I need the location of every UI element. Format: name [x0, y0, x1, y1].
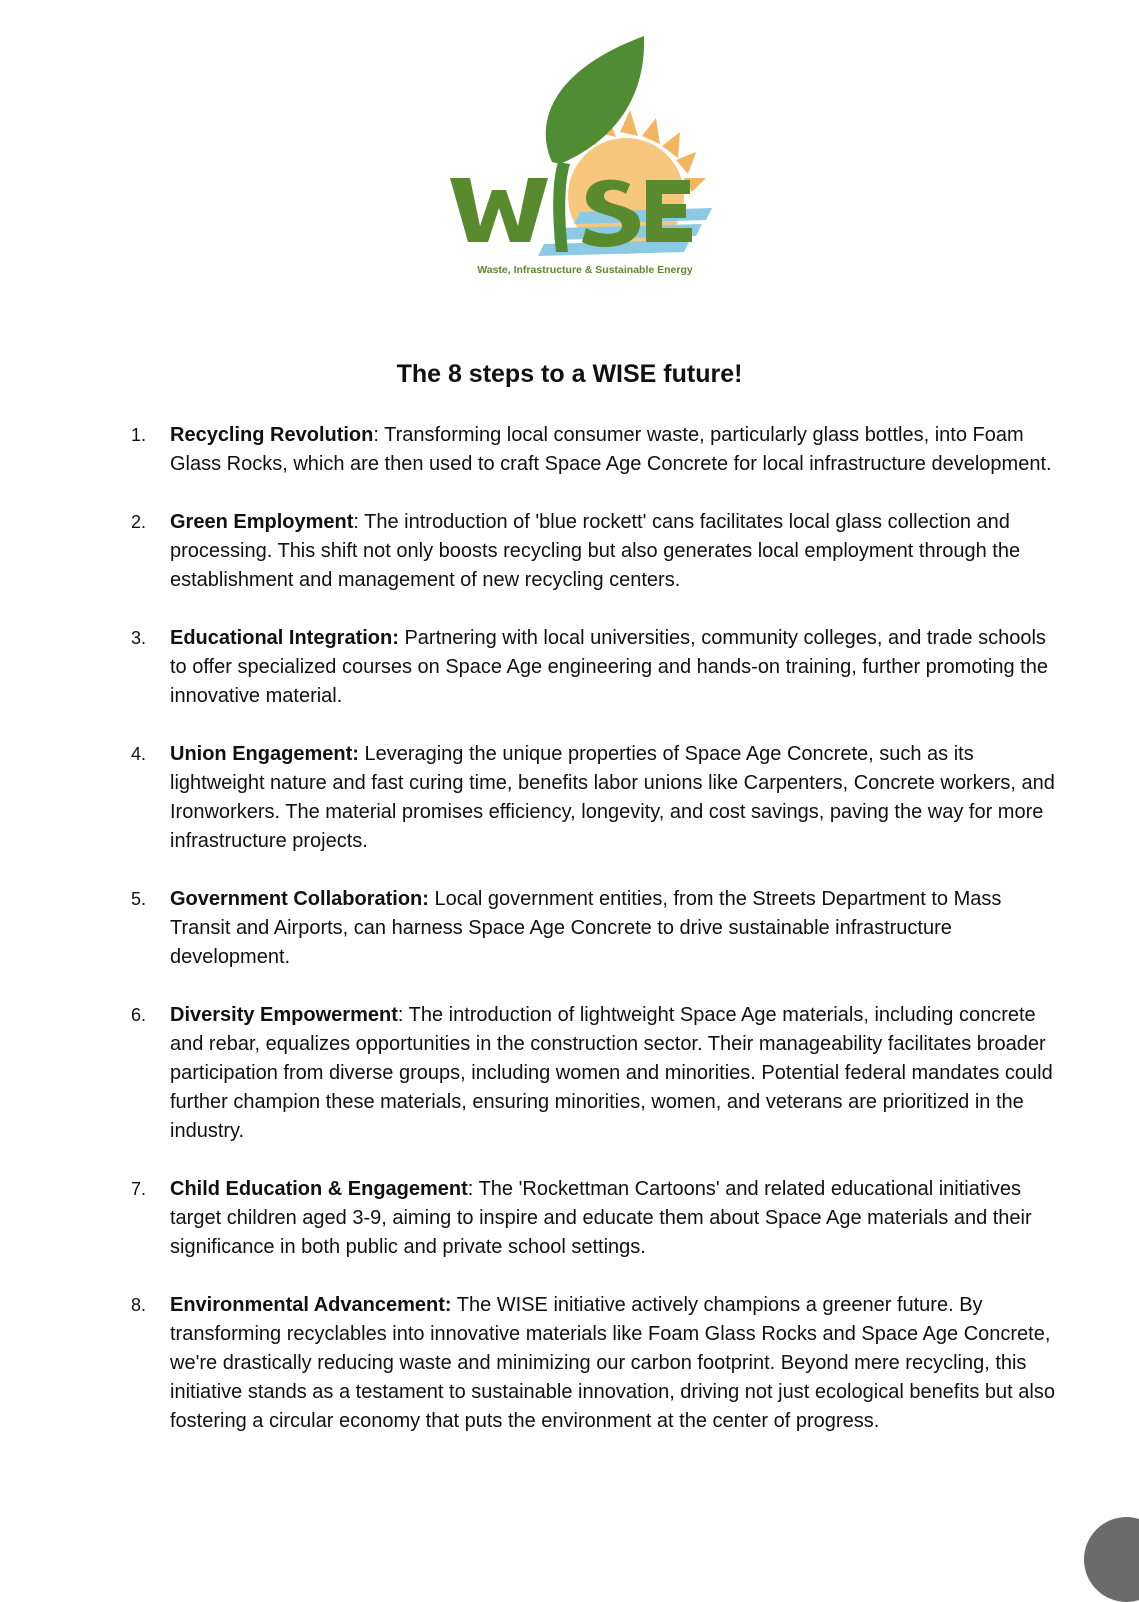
step-heading: Child Education & Engagement	[170, 1178, 468, 1200]
page-title: The 8 steps to a WISE future!	[396, 360, 743, 388]
steps-list	[0, 421, 1139, 1465]
list-item	[0, 1291, 1139, 1436]
list-item	[0, 740, 1139, 856]
step-number: 5.	[131, 889, 147, 909]
list-item	[0, 885, 1139, 972]
step-separator: :	[467, 1178, 479, 1200]
wise-logo	[440, 30, 730, 282]
list-item	[0, 624, 1139, 711]
step-number: 8.	[131, 1295, 147, 1315]
step-number: 7.	[131, 1179, 147, 1199]
step-heading: Union Engagement:	[170, 743, 359, 765]
step-heading: Environmental Advancement:	[170, 1294, 452, 1316]
step-separator: :	[353, 511, 365, 533]
step-body: Local government entities, from the Streets Department to Mass Transit and Airports, can harness Space Age Concrete to drive sustainable infrastructure development.	[170, 888, 1002, 968]
wordmark-w	[450, 178, 548, 242]
step-heading: Recycling Revolution	[170, 424, 374, 446]
logo-tagline: Waste, Infrastructure & Sustainable Energy	[477, 264, 693, 276]
step-heading: Diversity Empowerment	[170, 1004, 398, 1026]
step-number: 3.	[131, 628, 147, 648]
step-body: Leveraging the unique properties of Space Age Concrete, such as its lightweight nature and fast curing time, benefits labor unions like Carpenters, Concrete workers, and Ironworkers. The material promises efficiency, longevity, and cost savings, paving the way for more infrastructure projects.	[170, 743, 1055, 852]
step-heading: Government Collaboration:	[170, 888, 429, 910]
step-separator: :	[373, 424, 385, 446]
step-number: 2.	[131, 512, 147, 532]
wordmark-e	[646, 180, 692, 242]
corner-overlay	[1084, 1517, 1139, 1602]
list-item	[0, 1001, 1139, 1146]
step-number: 4.	[131, 744, 147, 764]
wise-logo-graphic	[440, 30, 730, 282]
list-item	[0, 1175, 1139, 1262]
step-number: 1.	[131, 425, 147, 445]
step-body: Transforming local consumer waste, particularly glass bottles, into Foam Glass Rocks, which are then used to craft Space Age Concrete for local infrastructure development.	[170, 424, 1052, 475]
step-body: The introduction of 'blue rockett' cans facilitates local glass collection and processing. This shift not only boosts recycling but also generates local employment through the establishment and management of new recycling centers.	[170, 511, 1021, 591]
step-body: The WISE initiative actively champions a greener future. By transforming recyclables into innovative materials like Foam Glass Rocks and Space Age Concrete, we're drastically reducing waste and minimizing our carbon footprint. Beyond mere recycling, this initiative stands as a testament to sustainable innovation, driving not just ecological benefits but also fostering a circular economy that puts the environment at the center of progress.	[170, 1294, 1055, 1432]
step-body: The introduction of lightweight Space Age materials, including concrete and rebar, equalizes opportunities in the construction sector. Their manageability facilitates broader participation from diverse groups, including women and minorities. Potential federal mandates could further champion these materials, ensuring minorities, women, and veterans are prioritized in the industry.	[170, 1004, 1053, 1142]
step-heading: Green Employment	[170, 511, 354, 533]
step-body: The 'Rockettman Cartoons' and related educational initiatives target children aged 3-9, aiming to inspire and educate them about Space Age materials and their significance in both public and private school settings.	[170, 1178, 1032, 1258]
list-item	[0, 508, 1139, 595]
list-item	[0, 421, 1139, 479]
step-heading: Educational Integration:	[170, 627, 399, 649]
step-separator: :	[397, 1004, 409, 1026]
step-body: Partnering with local universities, community colleges, and trade schools to offer specialized courses on Space Age engineering and hands-on training, further promoting the innovative material.	[170, 627, 1048, 707]
step-number: 6.	[131, 1005, 147, 1025]
